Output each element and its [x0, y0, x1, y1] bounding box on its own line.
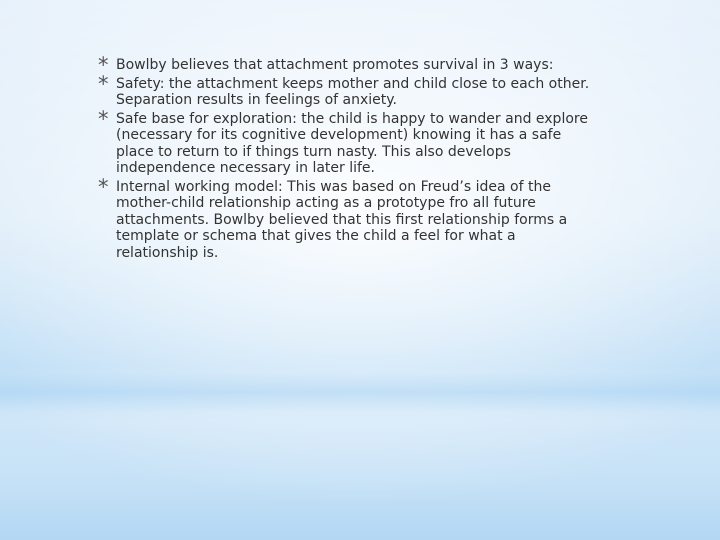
- bullet-star-icon: *: [98, 174, 109, 199]
- bullet-item-2: [98, 71, 598, 109]
- bullet-text-1: Bowlby believes that attachment promotes survival in 3 ways:: [116, 57, 554, 73]
- bullet-item-4: [98, 174, 598, 262]
- bullet-item-3: [98, 106, 598, 177]
- background-light-band: [0, 372, 720, 412]
- bullet-star-icon: *: [98, 71, 109, 96]
- bullet-star-icon: *: [98, 53, 109, 77]
- bullet-text-4: Internal working model: This was based on Freud’s idea of the mother-child relationship acting as a prototype fro all future attachments. Bowlby believed that this first relationship forms a template or schema that gives the child a feel for what a relationship is.: [116, 178, 568, 261]
- bullet-text-2: Safety: the attachment keeps mother and child close to each other. Separation results in feelings of anxiety.: [116, 75, 590, 108]
- bullet-text-3: Safe base for exploration: the child is happy to wander and explore (necessary for its cognitive development) knowing it has a safe place to return to if things turn nasty. This also develops independence necessary in later life.: [116, 110, 588, 176]
- bullet-star-icon: *: [98, 106, 109, 131]
- bullet-list: [98, 53, 598, 263]
- bullet-item-1: [98, 53, 598, 77]
